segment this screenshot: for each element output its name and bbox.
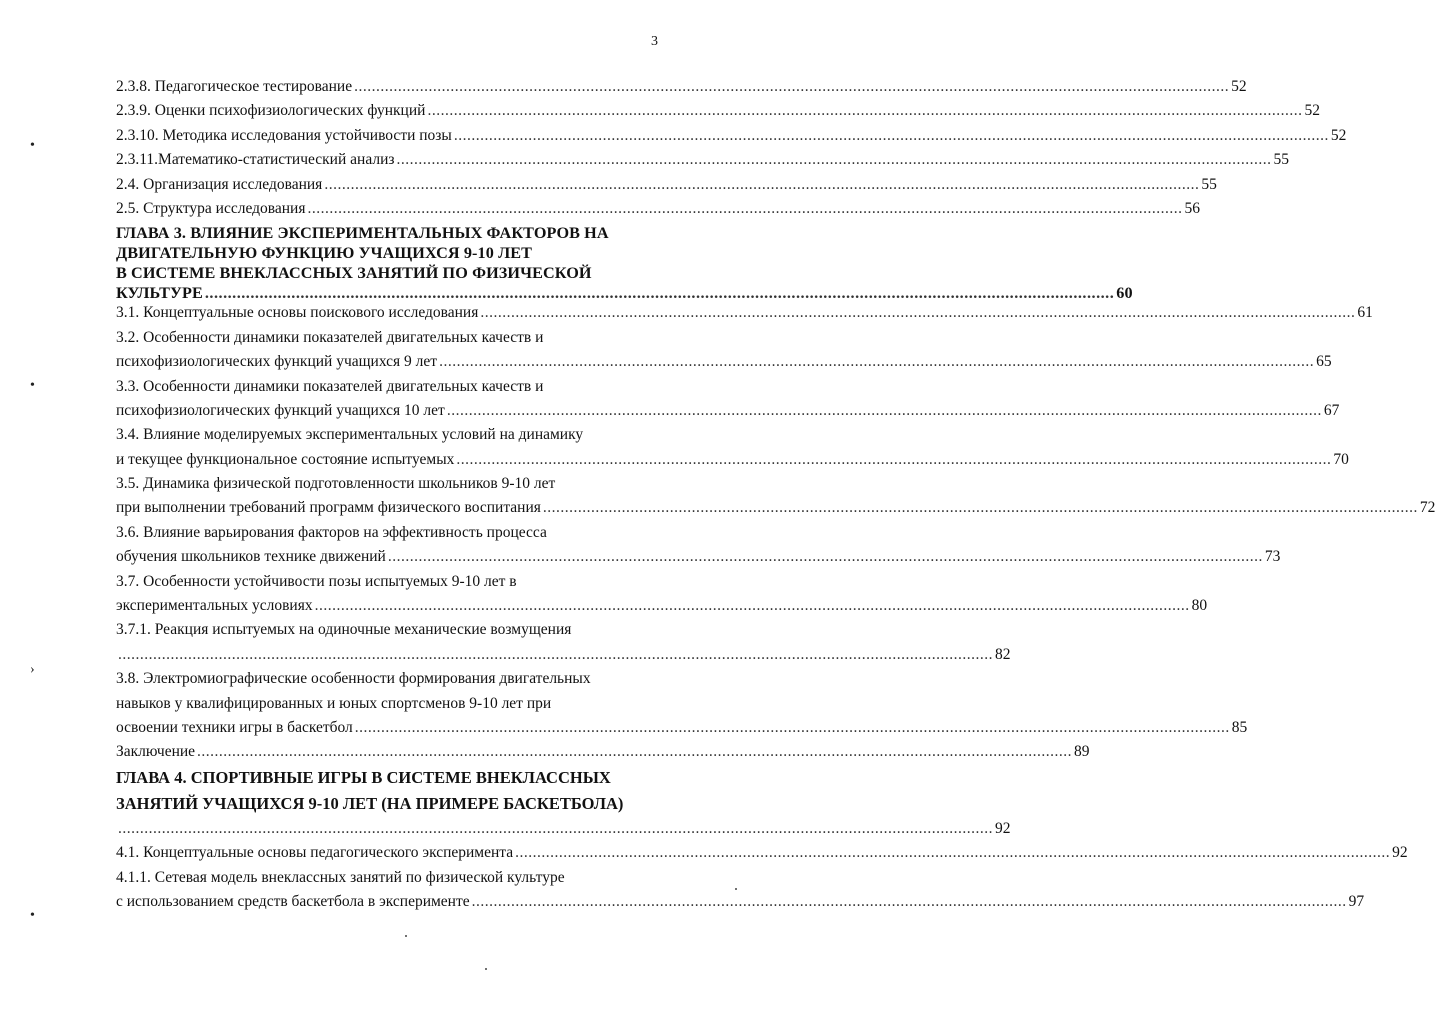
toc-entry-title: 3.4. Влияние моделируемых экспериментальных условий на динамику [116, 426, 584, 444]
toc-entry-title: 3.7. Особенности устойчивости позы испытуемых 9-10 лет в [116, 572, 517, 590]
toc-entry-page: 82 [995, 645, 1011, 663]
dot-leader: ........................................................................................................................................................................................................ [197, 743, 1073, 761]
dot-leader: ........................................................................................................................................................................................................ [118, 645, 993, 663]
scan-mark: › [30, 662, 35, 677]
toc-entry [116, 597, 1208, 621]
toc-entry-page: 65 [1316, 353, 1332, 371]
toc-entry-page: 73 [1264, 548, 1281, 566]
toc-entry-title: при выполнении требований программ физического воспитания [116, 499, 541, 517]
dot-leader: ........................................................................................................................................................................................................ [439, 353, 1315, 371]
toc-entry [116, 304, 1373, 328]
dot-leader: ........................................................................................................................................................................................................ [471, 892, 1347, 910]
dot-leader: ........................................................................................................................................................................................................ [354, 718, 1230, 736]
toc-entry-title: экспериментальных условиях [116, 597, 313, 615]
toc-entry-page: 55 [1201, 175, 1217, 193]
toc-entry [116, 670, 661, 694]
toc-entry-title: 2.3.10. Методика исследования устойчивости позы [116, 126, 452, 144]
toc-entry [116, 378, 661, 402]
toc-entry-page: 52 [1304, 102, 1320, 120]
toc-entry-title: 3.6. Влияние варьирования факторов на эффективность процесса [116, 523, 547, 541]
dot-leader: ........................................................................................................................................................................................................ [515, 844, 1391, 862]
toc-entry-title: 4.1. Концептуальные основы педагогического эксперимента [116, 844, 514, 862]
toc-entry [116, 78, 1247, 102]
scan-mark: • [30, 378, 35, 393]
toc-entry [116, 695, 661, 719]
scan-speck [485, 968, 487, 970]
scan-speck [735, 888, 737, 890]
toc-entry-page: 52 [1330, 126, 1347, 144]
toc-entry-title: 3.8. Электромиографические особенности формирования двигательных [116, 670, 591, 688]
toc-entry [116, 475, 661, 499]
dot-leader: ........................................................................................................................................................................................................ [324, 175, 1200, 193]
dot-leader: ........................................................................................................................................................................................................ [118, 819, 993, 837]
toc-entry-page: 56 [1184, 199, 1200, 217]
toc-entry-page: 55 [1273, 151, 1289, 169]
toc-entry-title: 3.5. Динамика физической подготовленности школьников 9-10 лет [116, 475, 556, 493]
toc-entry-title: 2.4. Организация исследования [116, 175, 323, 193]
dot-leader: ........................................................................................................................................................................................................ [480, 304, 1356, 322]
table-of-contents [116, 78, 1435, 917]
dot-leader: ........................................................................................................................................................................................................ [446, 401, 1322, 419]
toc-entry [116, 102, 1320, 126]
toc-entry [116, 450, 1349, 475]
toc-entry-title: психофизиологических функций учащихся 9 лет [116, 353, 438, 371]
toc-chapter-heading [116, 768, 661, 794]
page-number: 3 [651, 34, 658, 49]
scan-mark: • [30, 908, 35, 923]
dot-leader: ........................................................................................................................................................................................................ [387, 548, 1263, 566]
toc-entry [116, 426, 661, 450]
toc-chapter-heading [116, 264, 661, 284]
toc-entry-page: 72 [1419, 499, 1435, 517]
toc-entry-title: 4.1.1. Сетевая модель внеклассных занятий по физической культуре [116, 868, 565, 886]
toc-entry-title: 3.1. Концептуальные основы поискового исследования [116, 304, 479, 322]
toc-entry-page: 92 [995, 819, 1011, 837]
toc-entry [116, 743, 1090, 767]
toc-entry-title: 3.3. Особенности динамики показателей двигательных качеств и [116, 377, 544, 395]
toc-entry [116, 573, 661, 597]
scan-speck [405, 935, 407, 937]
toc-entry-title: с использованием средств баскетбола в эксперименте [116, 892, 470, 910]
toc-entry-title: Заключение [116, 743, 196, 761]
toc-entry-page: 89 [1074, 743, 1090, 761]
toc-chapter-heading [116, 794, 661, 820]
toc-entry-title: 2.3.8. Педагогическое тестирование [116, 78, 353, 95]
toc-entry-title: ГЛАВА 3. ВЛИЯНИЕ ЭКСПЕРИМЕНТАЛЬНЫХ ФАКТОРОВ НА [116, 224, 609, 243]
toc-entry-title: 2.3.11.Математико-статистический анализ [116, 151, 395, 169]
toc-entry-title: психофизиологических функций учащихся 10 лет [116, 401, 445, 419]
toc-chapter-heading [116, 224, 661, 244]
dot-leader: ........................................................................................................................................................................................................ [427, 102, 1303, 120]
toc-entry [116, 126, 1347, 151]
dot-leader: ........................................................................................................................................................................................................ [396, 151, 1272, 169]
toc-entry-page: 60 [1116, 284, 1133, 303]
scan-mark: • [30, 138, 35, 153]
toc-entry [116, 524, 661, 548]
toc-entry-page: 85 [1231, 718, 1248, 736]
toc-entry-title: В СИСТЕМЕ ВНЕКЛАССНЫХ ЗАНЯТИЙ ПО ФИЗИЧЕСКОЙ [116, 264, 592, 283]
toc-entry [116, 151, 1289, 175]
toc-entry-page: 61 [1357, 304, 1373, 322]
toc-entry-title: ДВИГАТЕЛЬНУЮ ФУНКЦИЮ УЧАЩИХСЯ 9-10 ЛЕТ [116, 244, 533, 263]
toc-entry [116, 621, 661, 645]
toc-entry-page: 92 [1392, 844, 1408, 862]
toc-entry [116, 869, 661, 893]
toc-entry-title: ГЛАВА 4. СПОРТИВНЫЕ ИГРЫ В СИСТЕМЕ ВНЕКЛАССНЫХ [116, 767, 611, 787]
toc-entry [116, 499, 1435, 523]
dot-leader: ........................................................................................................................................................................................................ [453, 126, 1329, 144]
toc-entry-title: 3.2. Особенности динамики показателей двигательных качеств и [116, 328, 544, 346]
toc-entry-title: навыков у квалифицированных и юных спортсменов 9-10 лет при [116, 694, 552, 712]
toc-entry-title: 3.7.1. Реакция испытуемых на одиночные механические возмущения [116, 621, 572, 639]
toc-entry-title: обучения школьников технике движений [116, 548, 386, 566]
toc-entry [116, 175, 1217, 200]
dot-leader: ........................................................................................................................................................................................................ [204, 284, 1115, 303]
toc-entry [116, 401, 1340, 426]
toc-entry [116, 353, 1332, 377]
toc-entry [116, 892, 1365, 917]
dot-leader: ........................................................................................................................................................................................................ [456, 450, 1332, 468]
toc-entry [116, 329, 661, 353]
toc-entry [116, 199, 1200, 224]
toc-entry [116, 844, 1408, 868]
toc-entry-page: 97 [1348, 892, 1365, 910]
toc-entry-page: 70 [1333, 450, 1349, 468]
toc-entry-page: 80 [1191, 597, 1208, 615]
dot-leader: ........................................................................................................................................................................................................ [354, 78, 1230, 95]
dot-leader: ........................................................................................................................................................................................................ [542, 499, 1418, 517]
toc-entry [116, 718, 1248, 743]
toc-entry [116, 645, 1011, 670]
toc-entry-title: КУЛЬТУРЕ [116, 284, 203, 303]
toc-chapter-heading [116, 284, 1133, 304]
toc-chapter-heading [116, 244, 661, 264]
toc-entry-page: 67 [1323, 401, 1340, 419]
toc-entry [116, 548, 1281, 572]
toc-entry-title: ЗАНЯТИЙ УЧАЩИХСЯ 9-10 ЛЕТ (НА ПРИМЕРЕ БАСКЕТБОЛА) [116, 793, 624, 813]
toc-entry-page: 52 [1231, 78, 1247, 95]
toc-entry-title: 2.5. Структура исследования [116, 199, 306, 217]
toc-entry-title: и текущее функциональное состояние испытуемых [116, 450, 455, 468]
dot-leader: ........................................................................................................................................................................................................ [314, 597, 1190, 615]
toc-entry-title: 2.3.9. Оценки психофизиологических функций [116, 102, 426, 120]
toc-entry-title: освоении техники игры в баскетбол [116, 718, 353, 736]
toc-entry [116, 819, 1011, 844]
dot-leader: ........................................................................................................................................................................................................ [307, 199, 1183, 217]
